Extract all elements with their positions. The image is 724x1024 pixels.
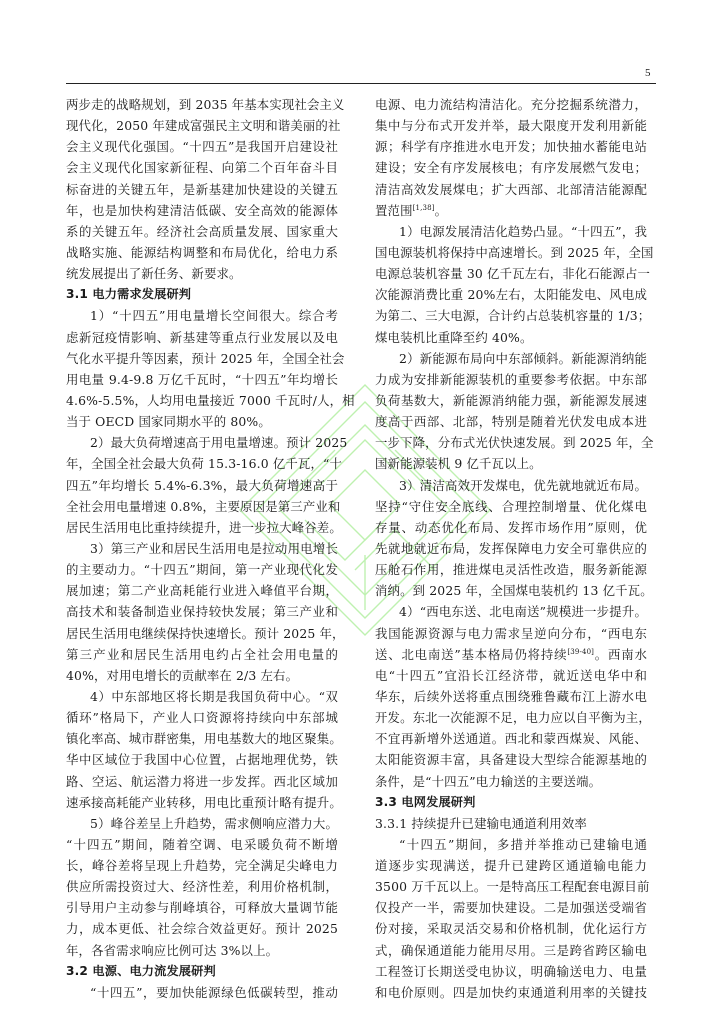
line-text: 1）电源发展清洁化趋势凸显。“十四五”，我 [399,223,647,239]
line-text: 4）中东部地区将长期是我国负荷中心。“双 [90,688,338,704]
text-line [66,601,338,622]
section-heading [375,792,647,813]
line-text: 次能源消费比重 20%左右，太阳能发电、风电成 [375,287,647,303]
line-text: 消纳。到 2025 年，全国煤电装机约 13 亿千瓦。 [375,583,653,599]
text-line [66,94,345,115]
line-text-after: 。 [434,202,448,218]
line-text: 度高于西部、北部，特别是随着光伏发电成本进 [375,414,647,430]
text-line [375,242,654,263]
text-line [66,327,338,348]
left-column [66,94,355,1003]
text-line [66,623,345,644]
text-line [66,876,338,897]
line-text: 坚持“守住安全底线、合理控制增量、优化煤电 [375,498,647,514]
line-text: 道逐步实现满送，提升已建跨区通道输电能力 [375,858,647,874]
text-line [375,538,647,559]
text-line [66,157,338,178]
section-heading [66,284,338,305]
text-line [375,855,647,876]
line-text: 当于 OECD 国家同期水平的 80%。 [66,414,271,430]
text-line [66,348,345,369]
text-line [375,284,647,305]
line-text: 煤电装机比重降至约 40%。 [375,329,533,345]
text-line [375,707,651,728]
line-text: 清洁高效发展煤电；扩大西部、北部清洁能源配 [375,181,647,197]
line-text: 4）“西电东送、北电南送”规模进一步提升。 [399,604,647,620]
text-line [375,453,647,474]
line-text: 长，峰谷差将呈现上升趋势，完全满足尖峰电力 [66,858,338,874]
line-text: 式，确保通道能力能用尽用。三是跨省跨区输电 [375,942,647,958]
line-text: 居民生活用电比重持续提升，进一步拉大峰谷差。 [66,519,342,535]
line-text: 循环”格局下，产业人口资源将持续向中东部城 [66,710,338,726]
line-text: 源；科学有序推进水电开发；加快抽水蓄能电站 [375,139,647,155]
text-line [66,644,338,665]
line-text: 负荷基数大，新能源消纳能力强，新能源发展速 [375,392,647,408]
text-line [375,876,650,897]
line-text: 年，全国全社会最大负荷 15.3-16.0 亿千瓦，“十 [66,456,343,472]
text-line [66,242,338,263]
text-line [66,496,341,517]
line-text: 展加速；第二产业高耗能行业进入峰值平台期， [66,583,338,599]
text-line [66,179,338,200]
text-line [66,538,338,559]
text-line [66,855,338,876]
text-line [66,263,338,284]
line-text: 华东，后续外送将重点围绕雅鲁藏布江上游水电 [375,688,647,704]
line-text: “十四五”期间，随着空调、电采暖负荷不断增 [66,836,338,852]
line-text: “十四五”，要加快能源绿色低碳转型，推动 [90,984,338,1000]
text-line [66,940,338,961]
line-text: 全社会用电量增速 0.8%，主要原因是第三产业和 [66,498,341,514]
line-text: 3.2 电源、电力流发展研判 [66,963,216,978]
text-line [66,580,338,601]
text-line [375,411,647,432]
text-line [375,221,647,242]
line-text: 力成为安排新能源装机的重要参考依据。中东部 [375,371,647,387]
line-text: 1）“十四五”用电量增长空间很大。综合考 [90,308,338,324]
line-text: 会主义现代化强国。“十四五”是我国开启建设社 [66,139,338,155]
text-line [66,749,338,770]
text-line [66,369,338,390]
text-line [375,305,651,326]
text-line [375,686,647,707]
text-line [66,813,338,834]
text-line [375,263,651,284]
line-text: 3.3 电网发展研判 [375,794,476,809]
text-line [66,411,338,432]
text-line [375,496,647,517]
line-text: 3.1 电力需求发展研判 [66,287,192,302]
line-text: 系的关键五年。经济社会高质量发展、国家重大 [66,223,338,239]
text-line [66,728,342,749]
line-text: 份对接，采取灵活交易和价格机制，优化运行方 [375,921,647,937]
line-text: 引导用户主动参与削峰填谷，可释放大量调节能 [66,900,338,916]
line-text: 集中与分布式开发并举，最大限度开发利用新能 [375,118,647,134]
text-line [66,432,348,453]
text-line [375,897,647,918]
line-text: 开发。东北一次能源不足，电力应以自平衡为主， [375,710,651,726]
line-text: 统发展提出了新任务、新要求。 [66,266,242,282]
line-text: 2）新能源布局向中东部倾斜。新能源消纳能 [399,350,647,366]
line-text: 镇化率高、城市群密集，用电基数大的地区聚集。 [66,731,342,747]
text-line [66,918,338,939]
line-text: 电源、电力流结构清洁化。充分挖掘系统潜力， [375,97,647,112]
line-text: 电源总装机容量 30 亿千瓦左右，非化石能源占一 [375,266,651,282]
text-line [66,559,338,580]
text-line [375,644,647,665]
text-line [375,623,647,644]
section-heading [66,961,338,982]
line-text: 四五”年均增长 5.4%-6.3%，最大负荷增速高于 [66,477,338,493]
line-text: 太阳能资源丰富，具备建设大型综合能源基地的 [375,752,647,768]
text-line [66,136,338,157]
line-text: 居民生活用电继续保持快速增长。预计 2025 年， [66,625,345,641]
line-text: 力，成本更低、社会综合效益更好。预计 2025 [66,921,338,937]
line-text: 送、北电南送”基本格局仍将持续 [375,646,568,662]
text-line [66,686,338,707]
text-line [66,792,342,813]
line-text: 标奋进的关键五年，是新基建加快建设的关键五 [66,181,338,197]
line-text: 建设；安全有序发展核电；有序发展燃气发电； [375,160,647,176]
line-text: 先就地就近布局，发挥保障电力安全可靠供应的 [375,540,647,556]
line-text: 3500 万千瓦以上。一是特高压工程配套电源目前 [375,879,650,895]
citation-ref: [39-40] [567,647,595,656]
text-line [375,982,647,1003]
line-text: 第三产业和居民生活用电约占全社会用电量的 [66,646,338,662]
line-text: 40%，对用电增长的贡献率在 2/3 左右。 [66,667,299,683]
text-line [375,749,647,770]
text-line [375,369,647,390]
line-text: 用电量 9.4-9.8 万亿千瓦时，“十四五”年均增长 [66,371,338,387]
text-line [375,179,647,200]
line-text: 路、空运、航运潜力将进一步发挥。西北区域加 [66,773,338,789]
line-text: 年，各省需求响应比例可达 3%以上。 [66,942,279,958]
text-line [375,327,647,348]
text-line [375,580,653,601]
line-text: 国新能源装机 9 亿千瓦以上。 [375,456,542,472]
header-rule [66,83,656,84]
subsection-heading [375,813,647,834]
line-text: 置范围 [375,202,413,218]
text-line [66,834,338,855]
text-line [375,517,647,538]
line-text: 气化水平提升等因素，预计 2025 年，全国全社会 [66,350,345,366]
line-text: 为第二、三大电源，合计约占总装机容量的 1/3； [375,308,651,324]
line-text: 我国能源资源与电力需求呈逆向分布，“西电东 [375,625,647,641]
line-text: 电“十四五”宜沿长江经济带，就近送电华中和 [375,667,647,683]
line-text: 现代化，2050 年建成富强民主文明和谐美丽的社 [66,118,341,134]
line-text: 虑新冠疫情影响、新基建等重点行业发展以及电 [66,329,338,345]
text-line [375,136,647,157]
text-line [66,200,338,221]
text-line [375,348,647,369]
line-text: 速承接高耗能产业转移，用电比重预计略有提升。 [66,794,342,810]
line-text: 条件，是“十四五”电力输送的主要送端。 [375,773,602,789]
line-text-after: 。西南水 [594,646,647,662]
text-line [66,475,338,496]
line-text: 5）峰谷差呈上升趋势，需求侧响应潜力大。 [90,815,338,831]
text-line [66,517,342,538]
line-text: 工程签订长期送受电协议，明确输送电力、电量 [375,963,647,979]
text-line [375,432,654,453]
line-text: 4.6%-5.5%，人均用电量接近 7000 千瓦时/人，相 [66,392,355,408]
line-text: “十四五”期间，多措并举推动已建输电通 [399,836,647,852]
right-column [375,94,654,1003]
text-line [375,115,647,136]
text-line [375,200,647,221]
text-line [66,982,338,1003]
line-text: 3.3.1 持续提升已建输电通道利用效率 [375,815,587,831]
line-text: 3）清洁高效开发煤电，优先就地就近布局。 [399,477,647,493]
line-text: 高技术和装备制造业保持较快发展；第三产业和 [66,604,338,620]
line-text: 两步走的战略规划，到 2035 年基本实现社会主义 [66,97,345,112]
line-text: 3）第三产业和居民生活用电是拉动用电增长 [90,540,338,556]
text-line [375,94,647,115]
text-line [375,728,647,749]
line-text: 会主义现代化国家新征程、向第二个百年奋斗目 [66,160,338,176]
text-line [66,221,338,242]
text-line [66,897,338,918]
line-text: 华中区域位于我国中心位置，占据地理优势，铁 [66,752,338,768]
page-number: 5 [645,67,651,79]
line-text: 战略实施、能源结构调整和布局优化，给电力系 [66,244,338,260]
text-line [375,665,647,686]
line-text: 和电价原则。四是加快约束通道利用率的关键技 [375,984,647,1000]
line-text: 一步下降，分布式光伏快速发展。到 2025 年，全 [375,435,654,451]
line-text: 压舱石作用，推进煤电灵活性改造，服务新能源 [375,562,647,578]
text-line [375,771,647,792]
line-text: 不宜再新增外送通道。西北和蒙西煤炭、风能、 [375,731,647,747]
line-text: 国电源装机将保持中高速增长。到 2025 年，全国 [375,244,654,260]
text-line [66,390,355,411]
line-text: 仅投产一半，需要加快建设。二是加强送受端省 [375,900,647,916]
text-line [375,475,647,496]
text-line [375,559,647,580]
line-text: 2）最大负荷增速高于用电量增速。预计 2025 [90,435,348,451]
text-line [375,961,647,982]
line-text: 供应所需投资过大、经济性差，利用价格机制， [66,879,338,895]
text-line [66,665,338,686]
line-text: 的主要动力。“十四五”期间，第一产业现代化发 [66,562,338,578]
text-line [375,940,647,961]
text-line [66,771,338,792]
text-line [375,390,647,411]
text-line [375,918,647,939]
line-text: 存量、动态优化布局、发挥市场作用”原则，优 [375,519,647,535]
text-line [375,157,647,178]
text-line [375,601,647,622]
text-line [66,305,338,326]
text-line [66,453,343,474]
citation-ref: [1,38] [412,203,435,212]
text-line [66,707,338,728]
line-text: 年，也是加快构建清洁低碳、安全高效的能源体 [66,202,338,218]
text-line [66,115,341,136]
text-line [375,834,647,855]
